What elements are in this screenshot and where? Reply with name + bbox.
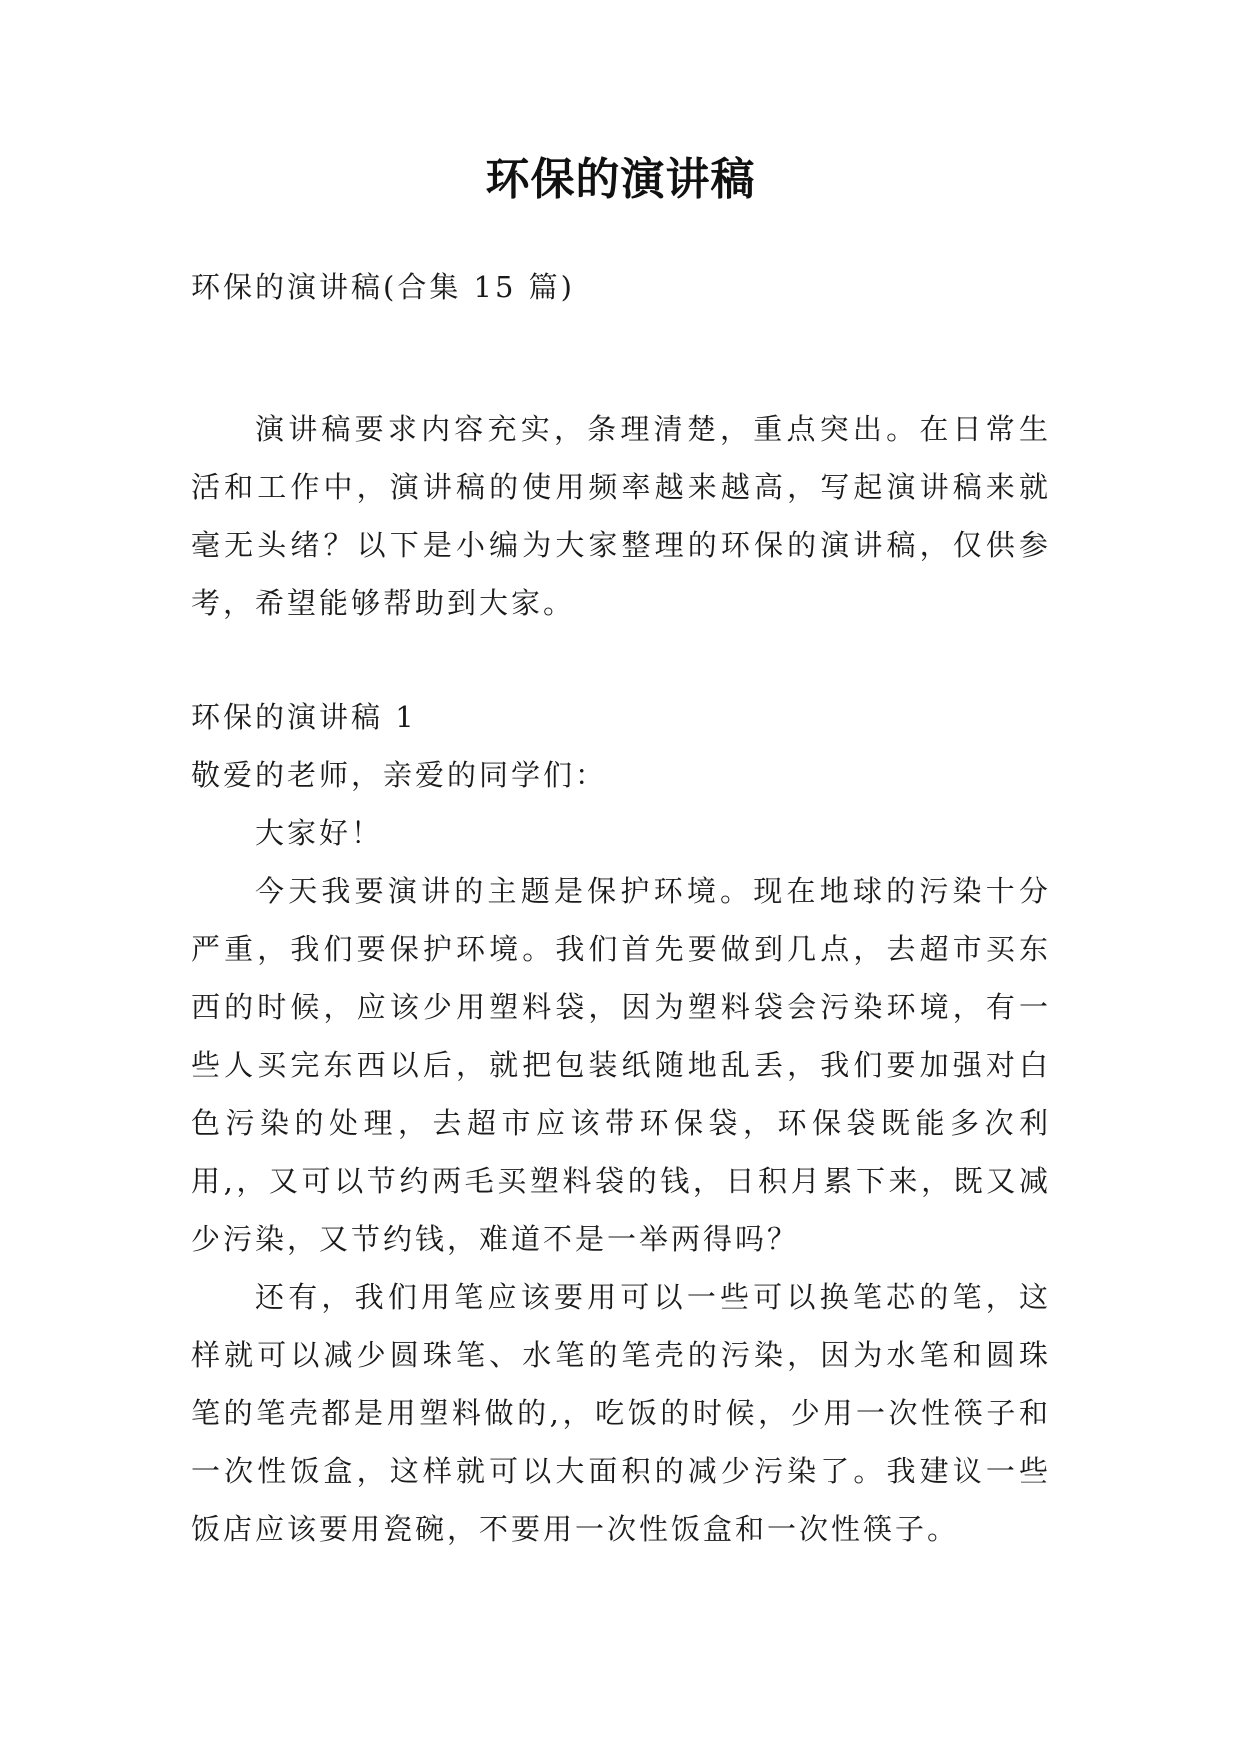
body-paragraph: 还有，我们用笔应该要用可以一些可以换笔芯的笔，这样就可以减少圆珠笔、水笔的笔壳的污染，因为水笔和圆珠笔的笔壳都是用塑料做的,，吃饭的时候，少用一次性筷子和一次性饭盒，这样就可以大面积的减少污染了。我建议一些饭店应该要用瓷碗，不要用一次性饭盒和一次性筷子。 <box>191 1280 1051 1546</box>
document-title: 环保的演讲稿 <box>485 154 756 205</box>
document-subtitle: 环保的演讲稿(合集 15 篇) <box>191 270 575 304</box>
section-heading: 环保的演讲稿 1 <box>191 700 417 734</box>
intro-paragraph: 演讲稿要求内容充实，条理清楚，重点突出。在日常生活和工作中，演讲稿的使用频率越来越高，写起演讲稿来就毫无头绪？以下是小编为大家整理的环保的演讲稿，仅供参考，希望能够帮助到大家。 <box>191 412 1051 620</box>
greeting: 大家好！ <box>255 816 384 850</box>
speech-section-1 <box>191 688 1051 1558</box>
salutation: 敬爱的老师，亲爱的同学们： <box>191 758 608 792</box>
body-paragraph: 今天我要演讲的主题是保护环境。现在地球的污染十分严重，我们要保护环境。我们首先要做到几点，去超市买东西的时候，应该少用塑料袋，因为塑料袋会污染环境，有一些人买完东西以后，就把包装纸随地乱丢，我们要加强对白色污染的处理，去超市应该带环保袋，环保袋既能多次利用,，又可以节约两毛买塑料袋的钱，日积月累下来，既又减少污染，又节约钱，难道不是一举两得吗？ <box>191 874 1051 1256</box>
